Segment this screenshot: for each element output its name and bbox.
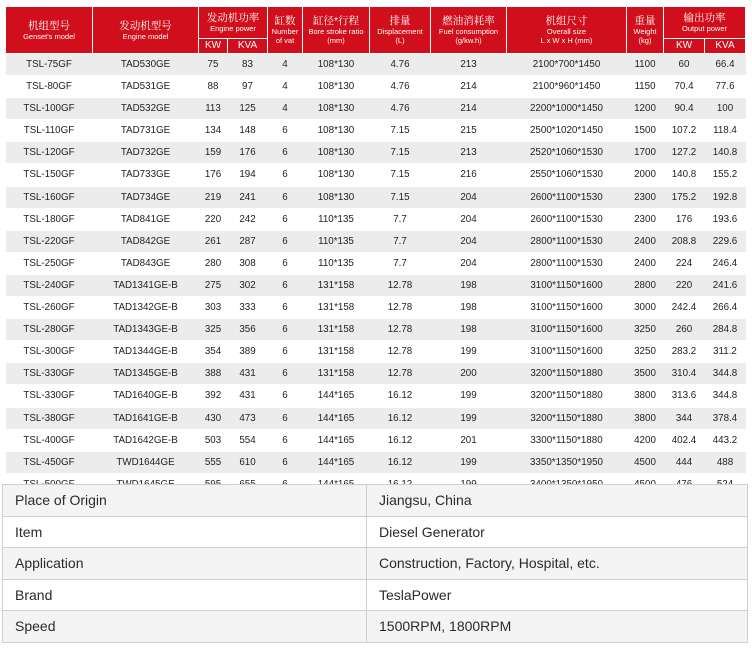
cell-engine-kw: 325 — [199, 319, 228, 341]
cell-fuel-consumption: 199 — [431, 407, 507, 429]
cell-weight: 2400 — [627, 230, 664, 252]
cell-cylinders: 6 — [268, 164, 303, 186]
cell-output-kva: 344.8 — [705, 385, 746, 407]
cell-output-kva: 284.8 — [705, 319, 746, 341]
cell-output-kw: 344 — [664, 407, 705, 429]
cell-fuel-consumption: 204 — [431, 208, 507, 230]
cell-displacement: 7.15 — [370, 142, 431, 164]
spec-row — [6, 98, 746, 120]
cell-engine-model: TAD1341GE-B — [93, 274, 199, 296]
spec-row — [6, 274, 746, 296]
cell-engine-model: TWD1644GE — [93, 451, 199, 473]
header-displacement: 排量 Displacement (L) — [370, 7, 431, 54]
cell-displacement: 7.7 — [370, 230, 431, 252]
cell-fuel-consumption: 199 — [431, 385, 507, 407]
genset-spec-table — [5, 6, 746, 496]
cell-engine-model: TAD841GE — [93, 208, 199, 230]
cell-output-kw: 310.4 — [664, 363, 705, 385]
cell-weight: 1200 — [627, 98, 664, 120]
cell-overall-size: 2500*1020*1450 — [507, 120, 627, 142]
cell-displacement: 16.12 — [370, 451, 431, 473]
cell-engine-model: TAD733GE — [93, 164, 199, 186]
cell-weight: 2300 — [627, 208, 664, 230]
cell-engine-model: TAD532GE — [93, 98, 199, 120]
cell-engine-model: TAD1342GE-B — [93, 297, 199, 319]
cell-genset-model: TSL-180GF — [6, 208, 93, 230]
cell-engine-kva: 473 — [228, 407, 268, 429]
info-row — [3, 611, 748, 643]
cell-bore-stroke: 108*130 — [303, 164, 370, 186]
spec-row — [6, 429, 746, 451]
cell-engine-kw: 392 — [199, 385, 228, 407]
cell-engine-kw: 176 — [199, 164, 228, 186]
cell-output-kva: 488 — [705, 451, 746, 473]
cell-cylinders: 6 — [268, 252, 303, 274]
cell-cylinders: 4 — [268, 54, 303, 76]
cell-engine-model: TAD1343GE-B — [93, 319, 199, 341]
cell-fuel-consumption: 204 — [431, 230, 507, 252]
header-engine-model: 发动机型号 Engine model — [93, 7, 199, 54]
cell-engine-kva: 302 — [228, 274, 268, 296]
cell-output-kva: 66.4 — [705, 54, 746, 76]
cell-engine-kw: 88 — [199, 76, 228, 98]
cell-cylinders: 4 — [268, 76, 303, 98]
cell-fuel-consumption: 204 — [431, 186, 507, 208]
cell-output-kva: 77.6 — [705, 76, 746, 98]
cell-cylinders: 6 — [268, 451, 303, 473]
spec-row — [6, 76, 746, 98]
cell-output-kw: 224 — [664, 252, 705, 274]
cell-output-kw: 70.4 — [664, 76, 705, 98]
spec-row — [6, 54, 746, 76]
cell-output-kw: 220 — [664, 274, 705, 296]
info-row — [3, 579, 748, 611]
cell-engine-model: TAD1345GE-B — [93, 363, 199, 385]
cell-cylinders: 6 — [268, 208, 303, 230]
cell-engine-kw: 555 — [199, 451, 228, 473]
info-label: Speed — [3, 611, 367, 643]
cell-output-kva: 311.2 — [705, 341, 746, 363]
cell-genset-model: TSL-300GF — [6, 341, 93, 363]
cell-displacement: 16.12 — [370, 429, 431, 451]
cell-output-kva: 100 — [705, 98, 746, 120]
cell-genset-model: TSL-450GF — [6, 451, 93, 473]
cell-bore-stroke: 108*130 — [303, 142, 370, 164]
header-genset-model: 机组型号 Genset's model — [6, 7, 93, 54]
cell-engine-kw: 303 — [199, 297, 228, 319]
spec-row — [6, 142, 746, 164]
cell-engine-kva: 241 — [228, 186, 268, 208]
cell-engine-model: TAD732GE — [93, 142, 199, 164]
cell-fuel-consumption: 213 — [431, 142, 507, 164]
cell-engine-kw: 75 — [199, 54, 228, 76]
cell-output-kva: 344.8 — [705, 363, 746, 385]
cell-output-kw: 402.4 — [664, 429, 705, 451]
cell-cylinders: 6 — [268, 407, 303, 429]
cell-cylinders: 6 — [268, 186, 303, 208]
cell-overall-size: 3300*1150*1880 — [507, 429, 627, 451]
cell-output-kw: 140.8 — [664, 164, 705, 186]
cell-displacement: 16.12 — [370, 407, 431, 429]
cell-output-kw: 444 — [664, 451, 705, 473]
cell-engine-kva: 148 — [228, 120, 268, 142]
cell-genset-model: TSL-330GF — [6, 385, 93, 407]
cell-fuel-consumption: 204 — [431, 252, 507, 274]
cell-engine-kw: 503 — [199, 429, 228, 451]
product-info-table — [2, 484, 748, 643]
cell-overall-size: 3100*1150*1600 — [507, 319, 627, 341]
header-output-kva: KVA — [705, 39, 746, 54]
cell-output-kva: 193.6 — [705, 208, 746, 230]
info-value: Construction, Factory, Hospital, etc. — [367, 548, 748, 580]
cell-weight: 4200 — [627, 429, 664, 451]
cell-weight: 2800 — [627, 274, 664, 296]
cell-output-kw: 60 — [664, 54, 705, 76]
cell-engine-kw: 280 — [199, 252, 228, 274]
header-cylinders: 缸数 Number of vat — [268, 7, 303, 54]
cell-genset-model: TSL-280GF — [6, 319, 93, 341]
spec-row — [6, 164, 746, 186]
info-value: 1500RPM, 1800RPM — [367, 611, 748, 643]
cell-weight: 4500 — [627, 451, 664, 473]
cell-output-kva: 246.4 — [705, 252, 746, 274]
cell-bore-stroke: 144*165 — [303, 451, 370, 473]
cell-engine-kva: 194 — [228, 164, 268, 186]
cell-output-kva: 140.8 — [705, 142, 746, 164]
cell-output-kw: 107.2 — [664, 120, 705, 142]
cell-output-kw: 176 — [664, 208, 705, 230]
cell-genset-model: TSL-75GF — [6, 54, 93, 76]
cell-genset-model: TSL-220GF — [6, 230, 93, 252]
cell-engine-kva: 356 — [228, 319, 268, 341]
cell-genset-model: TSL-250GF — [6, 252, 93, 274]
cell-displacement: 12.78 — [370, 274, 431, 296]
cell-weight: 3500 — [627, 363, 664, 385]
cell-cylinders: 4 — [268, 98, 303, 120]
cell-bore-stroke: 144*165 — [303, 385, 370, 407]
cell-cylinders: 6 — [268, 297, 303, 319]
info-row — [3, 548, 748, 580]
header-engine-kw: KW — [199, 39, 228, 54]
cell-overall-size: 3100*1150*1600 — [507, 297, 627, 319]
cell-output-kva: 118.4 — [705, 120, 746, 142]
cell-engine-kw: 388 — [199, 363, 228, 385]
info-value: Diesel Generator — [367, 516, 748, 548]
cell-overall-size: 3200*1150*1880 — [507, 407, 627, 429]
cell-bore-stroke: 131*158 — [303, 274, 370, 296]
cell-overall-size: 2600*1100*1530 — [507, 208, 627, 230]
cell-bore-stroke: 144*165 — [303, 429, 370, 451]
cell-fuel-consumption: 214 — [431, 98, 507, 120]
cell-engine-kw: 219 — [199, 186, 228, 208]
info-value: Jiangsu, China — [367, 485, 748, 517]
cell-engine-model: TAD731GE — [93, 120, 199, 142]
cell-engine-kva: 242 — [228, 208, 268, 230]
cell-displacement: 7.7 — [370, 208, 431, 230]
spec-row — [6, 297, 746, 319]
cell-overall-size: 3100*1150*1600 — [507, 341, 627, 363]
cell-overall-size: 3350*1350*1950 — [507, 451, 627, 473]
spec-row — [6, 120, 746, 142]
cell-weight: 1150 — [627, 76, 664, 98]
info-value: TeslaPower — [367, 579, 748, 611]
cell-engine-kw: 430 — [199, 407, 228, 429]
cell-output-kw: 90.4 — [664, 98, 705, 120]
cell-displacement: 4.76 — [370, 76, 431, 98]
cell-engine-kva: 308 — [228, 252, 268, 274]
spec-row — [6, 363, 746, 385]
header-engine-kva: KVA — [228, 39, 268, 54]
cell-cylinders: 6 — [268, 363, 303, 385]
cell-engine-kva: 333 — [228, 297, 268, 319]
cell-bore-stroke: 108*130 — [303, 76, 370, 98]
cell-weight: 3000 — [627, 297, 664, 319]
header-output-power: 输出功率 Output power — [664, 7, 746, 39]
genset-spec-table-container — [5, 6, 745, 496]
cell-displacement: 4.76 — [370, 98, 431, 120]
cell-engine-kva: 431 — [228, 363, 268, 385]
spec-row — [6, 230, 746, 252]
spec-row — [6, 319, 746, 341]
cell-engine-kw: 220 — [199, 208, 228, 230]
cell-displacement: 16.12 — [370, 385, 431, 407]
spec-row — [6, 208, 746, 230]
cell-cylinders: 6 — [268, 385, 303, 407]
cell-engine-model: TAD842GE — [93, 230, 199, 252]
cell-output-kva: 192.8 — [705, 186, 746, 208]
info-label: Place of Origin — [3, 485, 367, 517]
cell-output-kw: 260 — [664, 319, 705, 341]
cell-bore-stroke: 108*130 — [303, 120, 370, 142]
spec-row — [6, 341, 746, 363]
cell-weight: 3250 — [627, 341, 664, 363]
cell-weight: 3250 — [627, 319, 664, 341]
cell-genset-model: TSL-380GF — [6, 407, 93, 429]
cell-overall-size: 2520*1060*1530 — [507, 142, 627, 164]
spec-row — [6, 407, 746, 429]
info-label: Application — [3, 548, 367, 580]
cell-bore-stroke: 144*165 — [303, 407, 370, 429]
cell-output-kw: 208.8 — [664, 230, 705, 252]
cell-engine-model: TAD843GE — [93, 252, 199, 274]
cell-bore-stroke: 131*158 — [303, 319, 370, 341]
cell-fuel-consumption: 216 — [431, 164, 507, 186]
cell-output-kva: 443.2 — [705, 429, 746, 451]
cell-engine-kw: 354 — [199, 341, 228, 363]
cell-engine-model: TAD530GE — [93, 54, 199, 76]
cell-genset-model: TSL-400GF — [6, 429, 93, 451]
cell-displacement: 7.15 — [370, 186, 431, 208]
cell-bore-stroke: 108*130 — [303, 54, 370, 76]
cell-genset-model: TSL-330GF — [6, 363, 93, 385]
cell-displacement: 12.78 — [370, 297, 431, 319]
cell-genset-model: TSL-120GF — [6, 142, 93, 164]
info-row — [3, 485, 748, 517]
info-label: Brand — [3, 579, 367, 611]
spec-row — [6, 186, 746, 208]
cell-weight: 2400 — [627, 252, 664, 274]
cell-overall-size: 3200*1150*1880 — [507, 385, 627, 407]
cell-engine-kw: 261 — [199, 230, 228, 252]
spec-row — [6, 385, 746, 407]
cell-engine-kva: 176 — [228, 142, 268, 164]
cell-weight: 1100 — [627, 54, 664, 76]
cell-weight: 3800 — [627, 385, 664, 407]
cell-genset-model: TSL-110GF — [6, 120, 93, 142]
cell-engine-model: TAD1642GE-B — [93, 429, 199, 451]
cell-bore-stroke: 110*135 — [303, 252, 370, 274]
header-weight: 重量 Weight (kg) — [627, 7, 664, 54]
cell-cylinders: 6 — [268, 429, 303, 451]
cell-fuel-consumption: 198 — [431, 319, 507, 341]
cell-cylinders: 6 — [268, 319, 303, 341]
cell-genset-model: TSL-80GF — [6, 76, 93, 98]
cell-engine-kw: 159 — [199, 142, 228, 164]
cell-output-kw: 283.2 — [664, 341, 705, 363]
info-row — [3, 516, 748, 548]
cell-engine-kva: 97 — [228, 76, 268, 98]
cell-genset-model: TSL-100GF — [6, 98, 93, 120]
cell-cylinders: 6 — [268, 274, 303, 296]
cell-overall-size: 2200*1000*1450 — [507, 98, 627, 120]
cell-overall-size: 3200*1150*1880 — [507, 363, 627, 385]
cell-genset-model: TSL-150GF — [6, 164, 93, 186]
spec-row — [6, 252, 746, 274]
cell-output-kva: 229.6 — [705, 230, 746, 252]
cell-genset-model: TSL-240GF — [6, 274, 93, 296]
cell-overall-size: 2100*960*1450 — [507, 76, 627, 98]
product-info-table-container — [2, 484, 747, 643]
cell-engine-kva: 125 — [228, 98, 268, 120]
cell-engine-kva: 610 — [228, 451, 268, 473]
cell-engine-kw: 275 — [199, 274, 228, 296]
cell-fuel-consumption: 201 — [431, 429, 507, 451]
cell-fuel-consumption: 214 — [431, 76, 507, 98]
cell-fuel-consumption: 199 — [431, 451, 507, 473]
cell-displacement: 7.7 — [370, 252, 431, 274]
header-overall-size: 机组尺寸 Overall size L x W x H (mm) — [507, 7, 627, 54]
cell-displacement: 4.76 — [370, 54, 431, 76]
cell-overall-size: 2600*1100*1530 — [507, 186, 627, 208]
cell-engine-kva: 554 — [228, 429, 268, 451]
cell-bore-stroke: 110*135 — [303, 230, 370, 252]
genset-spec-rows — [6, 54, 746, 496]
cell-bore-stroke: 108*130 — [303, 186, 370, 208]
cell-cylinders: 6 — [268, 142, 303, 164]
cell-engine-model: TAD531GE — [93, 76, 199, 98]
cell-engine-model: TAD1641GE-B — [93, 407, 199, 429]
cell-weight: 1500 — [627, 120, 664, 142]
cell-engine-kva: 389 — [228, 341, 268, 363]
header-output-kw: KW — [664, 39, 705, 54]
cell-output-kva: 378.4 — [705, 407, 746, 429]
cell-bore-stroke: 131*158 — [303, 363, 370, 385]
cell-cylinders: 6 — [268, 341, 303, 363]
cell-weight: 3800 — [627, 407, 664, 429]
cell-output-kva: 241.6 — [705, 274, 746, 296]
cell-fuel-consumption: 198 — [431, 297, 507, 319]
cell-cylinders: 6 — [268, 230, 303, 252]
cell-overall-size: 2800*1100*1530 — [507, 252, 627, 274]
cell-engine-kw: 134 — [199, 120, 228, 142]
cell-bore-stroke: 131*158 — [303, 297, 370, 319]
cell-output-kva: 155.2 — [705, 164, 746, 186]
cell-bore-stroke: 110*135 — [303, 208, 370, 230]
cell-genset-model: TSL-260GF — [6, 297, 93, 319]
info-label: Item — [3, 516, 367, 548]
cell-overall-size: 2550*1060*1530 — [507, 164, 627, 186]
cell-fuel-consumption: 213 — [431, 54, 507, 76]
cell-weight: 2000 — [627, 164, 664, 186]
cell-displacement: 7.15 — [370, 164, 431, 186]
cell-overall-size: 3100*1150*1600 — [507, 274, 627, 296]
cell-genset-model: TSL-160GF — [6, 186, 93, 208]
cell-engine-model: TAD1640GE-B — [93, 385, 199, 407]
cell-displacement: 7.15 — [370, 120, 431, 142]
cell-engine-kva: 83 — [228, 54, 268, 76]
cell-fuel-consumption: 200 — [431, 363, 507, 385]
cell-cylinders: 6 — [268, 120, 303, 142]
cell-engine-model: TAD1344GE-B — [93, 341, 199, 363]
cell-weight: 2300 — [627, 186, 664, 208]
cell-overall-size: 2100*700*1450 — [507, 54, 627, 76]
cell-engine-kw: 113 — [199, 98, 228, 120]
cell-overall-size: 2800*1100*1530 — [507, 230, 627, 252]
cell-displacement: 12.78 — [370, 341, 431, 363]
header-fuel-consumption: 燃油消耗率 Fuel consumption (g/kw.h) — [431, 7, 507, 54]
cell-bore-stroke: 108*130 — [303, 98, 370, 120]
cell-fuel-consumption: 215 — [431, 120, 507, 142]
spec-row — [6, 451, 746, 473]
cell-fuel-consumption: 198 — [431, 274, 507, 296]
cell-output-kw: 127.2 — [664, 142, 705, 164]
cell-output-kw: 175.2 — [664, 186, 705, 208]
cell-output-kw: 242.4 — [664, 297, 705, 319]
cell-output-kw: 313.6 — [664, 385, 705, 407]
cell-output-kva: 266.4 — [705, 297, 746, 319]
cell-engine-kva: 431 — [228, 385, 268, 407]
cell-fuel-consumption: 199 — [431, 341, 507, 363]
cell-weight: 1700 — [627, 142, 664, 164]
cell-engine-model: TAD734GE — [93, 186, 199, 208]
header-bore-stroke: 缸径*行程 Bore stroke ratio (mm) — [303, 7, 370, 54]
cell-displacement: 12.78 — [370, 363, 431, 385]
cell-displacement: 12.78 — [370, 319, 431, 341]
cell-engine-kva: 287 — [228, 230, 268, 252]
header-engine-power: 发动机功率 Engine power — [199, 7, 268, 39]
cell-bore-stroke: 131*158 — [303, 341, 370, 363]
